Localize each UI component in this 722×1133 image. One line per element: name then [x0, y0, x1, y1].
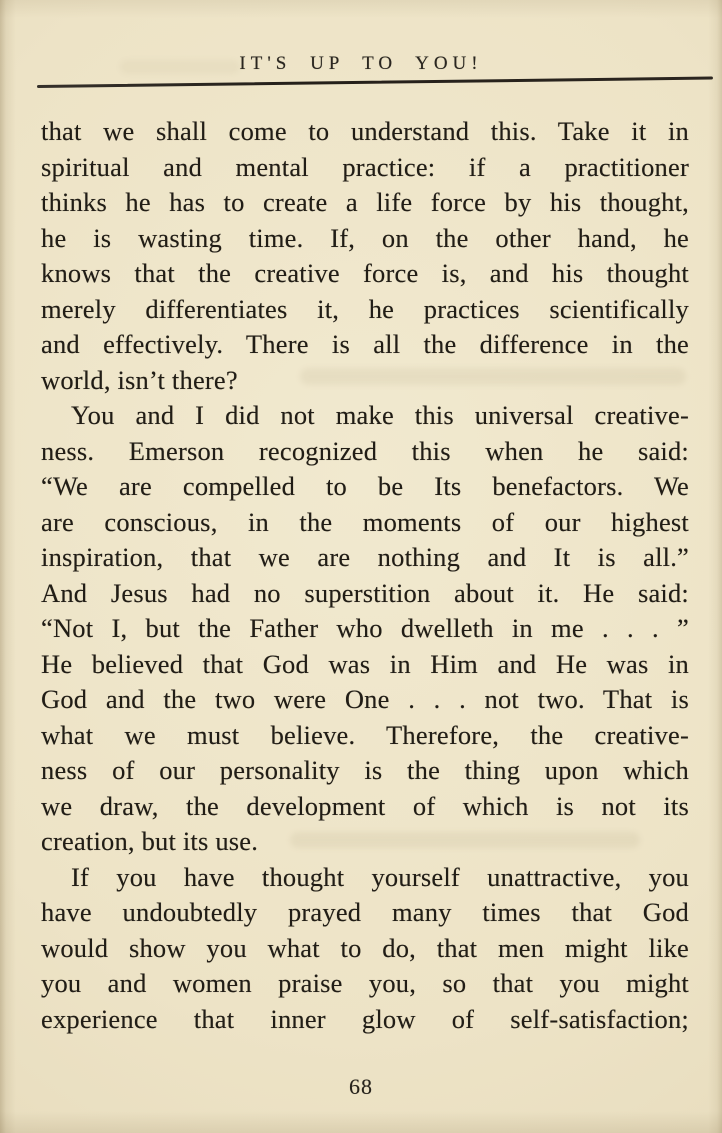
text-line: are conscious, in the moments of our highest — [41, 506, 689, 537]
text-line: you and women praise you, so that you might — [41, 968, 689, 998]
text-line: creation, but its use. — [41, 826, 259, 856]
text-line: experience that inner glow of self-satisfaction; — [41, 1003, 689, 1034]
text-line: ness of our personality is the thing upon which — [41, 755, 689, 785]
text-line: spiritual and mental practice: if a practitioner — [41, 151, 689, 182]
text-line: what we must believe. Therefore, the creative- — [41, 719, 689, 750]
running-header: IT'S UP TO YOU! — [239, 53, 483, 74]
body-text — [41, 114, 689, 1037]
text-line: And Jesus had no superstition about it. He said: — [41, 577, 689, 608]
text-line: knows that the creative force is, and his thought — [41, 258, 689, 288]
text-line: You and I did not make this universal creative- — [71, 400, 689, 430]
text-line: If you have thought yourself unattractive, you — [71, 861, 689, 892]
text-line: he is wasting time. If, on the other hand, he — [41, 222, 689, 253]
header-rule — [37, 77, 713, 88]
text-line: inspiration, that we are nothing and It is all.” — [41, 542, 689, 572]
page-number: 68 — [349, 1074, 373, 1099]
text-line: and effectively. There is all the difference in the — [41, 329, 689, 359]
text-line: “Not I, but the Father who dwelleth in me . . . ” — [41, 613, 689, 643]
text-line: world, isn’t there? — [41, 364, 238, 395]
text-line: God and the two were One . . . not two. That is — [41, 684, 689, 714]
text-line: we draw, the development of which is not its — [41, 790, 689, 821]
show-through-smudge — [120, 60, 240, 74]
text-line: have undoubtedly prayed many times that God — [41, 897, 689, 927]
text-line: He believed that God was in Him and He was in — [41, 648, 689, 679]
text-line: thinks he has to create a life force by his thought, — [41, 187, 689, 217]
text-line: that we shall come to understand this. Take it in — [41, 116, 689, 146]
text-line: “We are compelled to be Its benefactors. We — [41, 471, 689, 501]
text-line: would show you what to do, that men might like — [41, 932, 689, 963]
text-line: ness. Emerson recognized this when he said: — [41, 435, 689, 466]
text-line: merely differentiates it, he practices scientifically — [41, 293, 689, 324]
